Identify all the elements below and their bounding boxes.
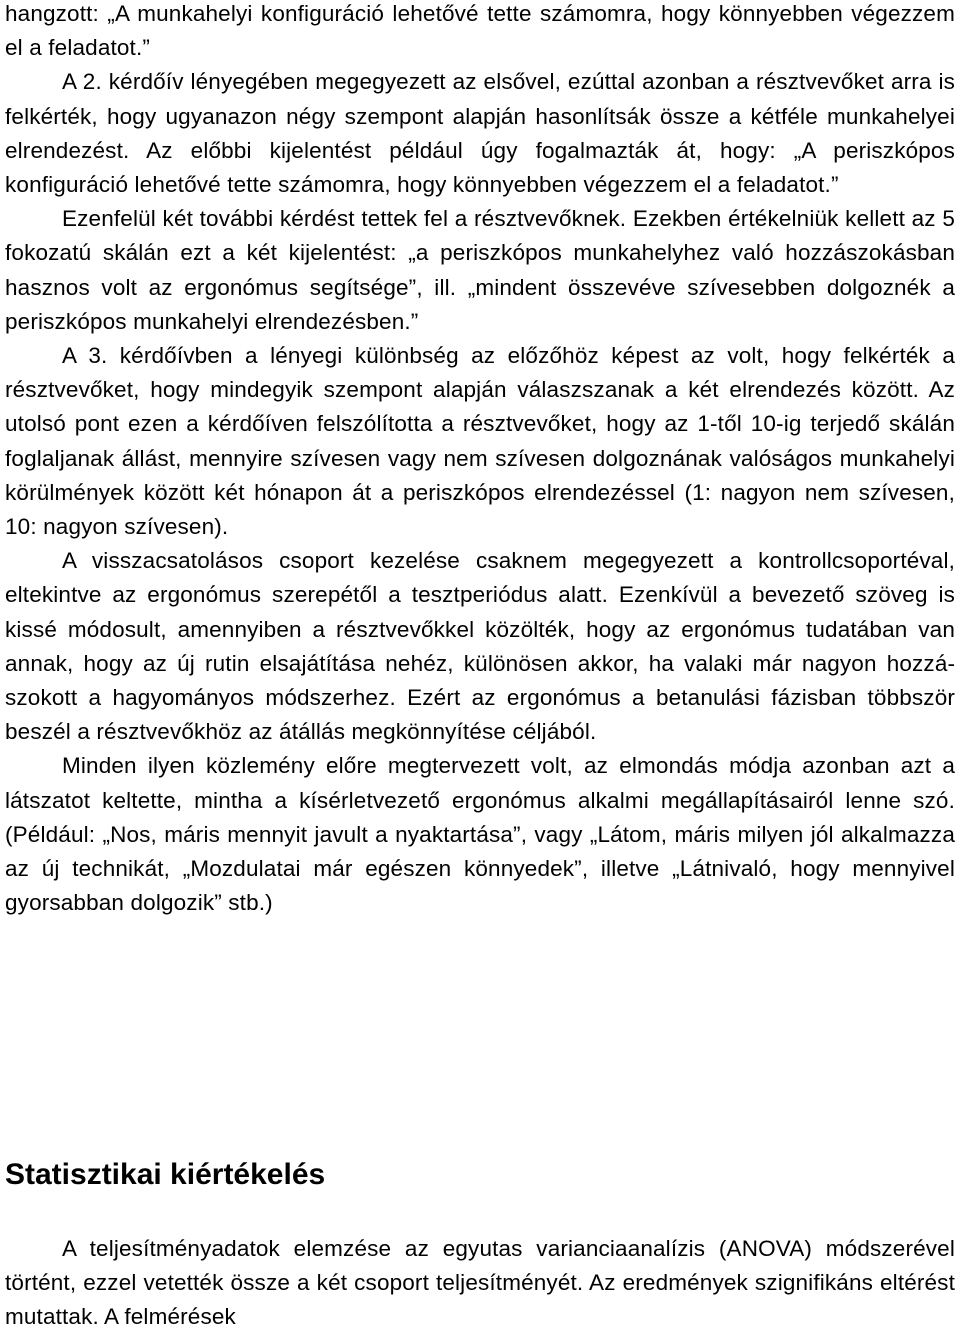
paragraph-communications: Minden ilyen közlemény előre megtervezett volt, az elmondás módja azonban azt a látszatot keltette, mintha a kísérletvezető ergonómus alkalmi megállapításairól lenne szó. (Például: „Nos, máris mennyit javult a nyaktartása”, vagy „Látom, máris milyen jól alkalmazza az új technikát, „Mozdulatai már egészen könnyedek”, illetve „Látnivaló, hogy mennyivel gyorsabban dolgozik” stb.) [5, 753, 955, 916]
paragraph-questionnaire-3: A 3. kérdőívben a lényegi különbség az előzőhöz képest az volt, hogy felkérték a résztvevőket, hogy mindegyik szempont alapján válaszszanak a két elrendezés között. Az utolsó pont ezen a kérdőíven felszólította a résztvevőket, hogy az 1-től 10-ig terjedő skálán foglaljanak állást, mennyire szívesen vagy nem szívesen dolgoznának valóságos munkahelyi körülmények között két hónapon át a periszkópos elrendezéssel (1: nagyon nem szívesen, 10: nagyon szívesen). [5, 343, 955, 540]
paragraph-continued: hangzott: „A munkahelyi konfiguráció lehetővé tette számomra, hogy könnyebben végezzem el a feladatot.” [5, 1, 955, 61]
paragraph-additional-questions: Ezenfelül két további kérdést tettek fel a résztvevőknek. Ezekben értékelniük kellett az 5 fokozatú skálán ezt a két kijelentést: „a periszkópos munkahelyhez való hozzászokásban hasznos volt az ergonómus segítsége”, ill. „mindent összevéve szívesebben dolgoznék a periszkópos munkahelyi elrendezésben.” [5, 206, 955, 334]
paragraph-feedback-group: A visszacsatolásos csoport kezelése csaknem megegyezett a kontrollcsoportéval, eltekintve az ergonómus szerepétől a tesztperiódus alatt. Ezenkívül a bevezető szöveg is kissé módosult, amennyiben a résztvevőkkel közölték, hogy az ergonómus tudatában van annak, hogy az új rutin elsajátítása nehéz, különösen akkor, ha valaki már nagyon hozzászokott a hagyományos módszerhez. Ezért az ergonómus a betanulási fázisban többször beszél a résztvevőkhöz az átállás megkönnyítése céljából. [5, 548, 955, 745]
paragraph-statistics: A teljesítményadatok elemzése az egyutas varianciaanalízis (ANOVA) módszerével történt, ezzel vetették össze a két csoport teljesítményét. Az eredmények szignifikáns eltérést mutattak. A felmérések [5, 1236, 955, 1330]
section-heading: Statisztikai kiértékelés [5, 1158, 326, 1191]
paragraph-questionnaire-2: A 2. kérdőív lényegében megegyezett az elsővel, ezúttal azonban a résztvevőket arra is felkérték, hogy ugyanazon négy szempont alapján hasonlítsák össze a kétféle munkahelyei elrendezést. Az előbbi kijelentést például úgy fogalmazták át, hogy: „A periszkópos konfiguráció lehetővé tette számomra, hogy könnyebben végezzem el a feladatot.” [5, 69, 955, 198]
body-text-lower [5, 1232, 955, 1335]
body-text-upper [5, 0, 955, 920]
